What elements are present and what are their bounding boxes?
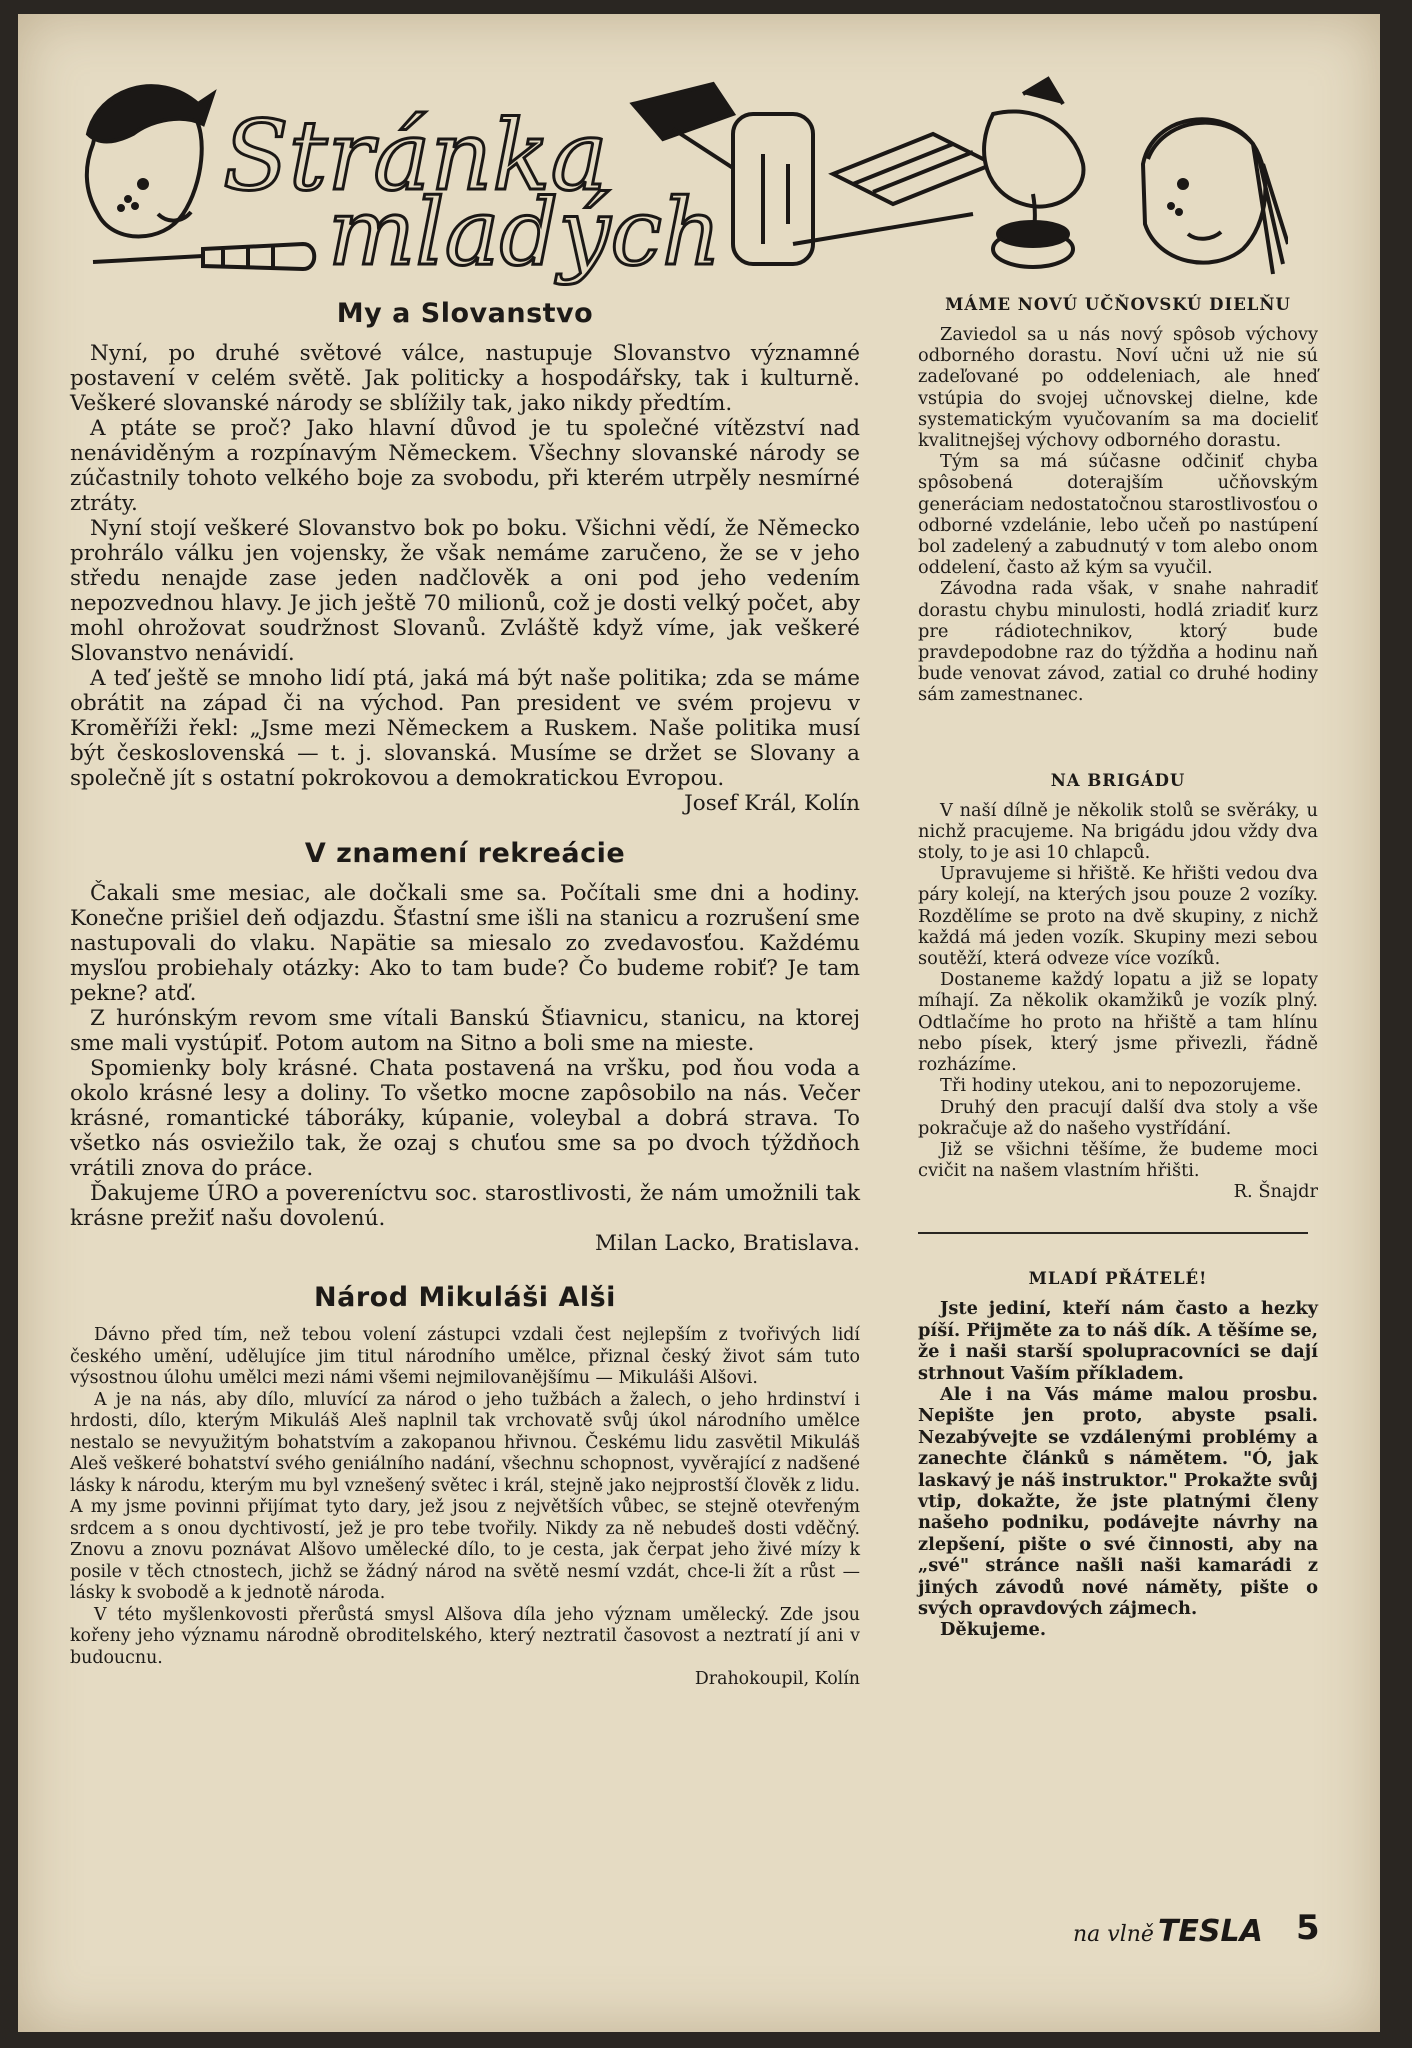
article-title: NA BRIGÁDU [1050,770,1186,790]
article-paragraph: Dostaneme každý lopatu a již se lopaty míhají. Za několik okamžiků je vozík plný. Odtlačíme ho proto na hřiště a tam hlínu nebo písek, který jsme přivezli, řádně rozházíme. [918,969,1318,1076]
article-paragraph: Spomienky boly krásné. Chata postavená na vršku, pod ňou voda a okolo krásné lesy a doliny. To všetko mocne zapôsobilo na nás. Večer krásné, romantické táboráky, kúpanie, voleybal a dobrá strava. To všetko nás osviežilo tak, že ozaj s chuťou sme sa po dvoch týždňoch vrátili znova do práce. [70,1056,860,1181]
article-paragraph: V této myšlenkovosti přerůstá smysl Alšova díla jeho význam umělecký. Zde jsou kořeny jeho významu národně obroditelského, který neztratil časovost a neztratí jí ani v budoucnu. [70,1604,860,1668]
article-paragraph: Děkujeme. [940,1619,1047,1641]
article-paragraph: Nyní, po druhé světové válce, nastupuje Slovanstvo významné postavení v celém světě. Jak politicky a hospodářsky, tak i kulturně. Veškeré slovanské národy se sblížily tak, jako nikdy předtím. [70,341,860,416]
article-paragraph: Zaviedol sa u nás nový spôsob výchovy odborného dorastu. Noví učni už nie sú zadeľované po oddeleniach, ale hneď vstúpia do svojej učnovskej dielne, kde systematickým vyučovaním sa ma docieliť kvalitnejšej výchovy odborného dorastu. [918,324,1318,452]
article-paragraph: Již se všichni těšíme, že budeme moci cvičit na našem vlastním hřišti. [918,1138,1318,1182]
article-paragraph: V naší dílně je několik stolů se svěráky, u nichž pracujeme. Na brigádu jdou vždy dva stoly, to je asi 10 chlapců. [918,799,1318,864]
article-na-brigadu [918,770,1318,1203]
page-number: 5 [1296,1908,1320,1948]
article-paragraph: Upravujeme si hřiště. Ke hřišti vedou dva páry kolejí, na kterých jsou pouze 2 vozíky. Rozdělíme se proto na dvě skupiny, z nichž každá má jeden vozík. Skupiny mezi sebou soutěží, která odveze více vozíků. [918,863,1318,970]
article-mladi-pratele [918,1268,1318,1641]
article-paragraph: Z hurónským revom sme vítali Banskú Šťiavnicu, stanicu, na ktorej sme mali vystúpiť. Potom autom na Sitno a boli sme na mieste. [70,1006,860,1056]
article-title: MLADÍ PŘÁTELÉ! [1028,1269,1208,1289]
column-divider [918,1232,1308,1234]
left-column [70,294,860,1690]
article-signature: Milan Lacko, Bratislava. [595,1231,860,1256]
banner-illustration [73,74,1288,289]
article-title: MÁME NOVÚ UČŇOVSKÚ DIELŇU [945,295,1291,314]
article-paragraph: Druhý den pracují další dva stoly a vše pokračuje až do našeho vystřídání. [918,1096,1318,1139]
article-narod-mikulasi-alsi [70,1282,860,1690]
article-paragraph: Ďakujeme ÚRO a povereníctvu soc. starostlivosti, že nám umožnili tak krásne prežiť našu dovolenú. [70,1181,860,1231]
article-mame-novu-ucnovsku-dielnu [918,294,1318,706]
article-my-a-slovanstvo [70,298,860,816]
banner-title-line1: Stránka [223,100,608,212]
article-title: My a Slovanstvo [336,298,594,329]
boy-face-drawing [87,86,213,236]
tesla-logo [1073,1914,1263,1949]
article-signature: R. Šnajdr [1233,1181,1318,1203]
girl-face-drawing [1143,119,1288,274]
article-title: Národ Mikuláši Alši [314,1282,616,1313]
article-paragraph: Tři hodiny utekou, ani to nepozorujeme. [940,1075,1302,1097]
logo-text: TESLA [1157,1914,1263,1949]
article-paragraph: Čakali sme mesiac, ale dočkali sme sa. Počítali sme dni a hodiny. Konečne prišiel deň odjazdu. Šťastní sme išli na stanicu a rozrušení sme nastupovali do vlaku. Napätie sa miesalo zo zvedavosťou. Každému mysľou probiehaly otázky: Ako to tam bude? Čo budeme robiť? Je tam pekne? atď. [70,881,860,1006]
article-paragraph: Nyní stojí veškeré Slovanstvo bok po boku. Všichni vědí, že Německo prohrálo válku jen vojensky, že však nemáme zaručeno, že se v jeho středu nenajde zase jeden nadčlověk a oni pod jeho vedením nepozvednou hlavy. Je jich ještě 70 milionů, což je dosti velký počet, aby mohl ohrožovat soudržnost Slovanů. Zvláště když víme, jak veškeré Slovanstvo nenávidí. [70,516,860,666]
article-paragraph: A teď ještě se mnoho lidí ptá, jaká má být naše politika; zda se máme obrátit na západ či na východ. Pan president ve svém projevu v Kroměříži řekl: „Jsme mezi Německem a Ruskem. Naše politika musí být československá — t. j. slovanská. Musíme se držet se Slovany a společně jít s ostatní pokrokovou a demokratickou Evropou. [70,666,860,791]
screwdriver-drawing [93,244,314,269]
article-paragraph: Jste jediní, kteří nám často a hezky píší. Přijměte za to náš dík. A těšíme se, že i naši starší spolupracovníci se dají strhnout Vaším příkladem. [918,1298,1318,1384]
article-paragraph: Ale i na Vás máme malou prosbu. Nepište jen proto, abyste psali. Nezabývejte se vzdálenými problémy a zanechte článků s námětem. "Ó, jak laskavý je náš instruktor." Prokažte svůj vtip, dokažte, že jste platnými členy našeho podniku, podávejte návrhy na zlepšení, pište o své činnosti, aby na „své" stránce našli naši kamarádi z jiných závodů nové náměty, pište o svých opravdových zájmech. [918,1383,1318,1619]
article-paragraph: Dávno před tím, než tebou volení zástupci vzdali čest nejlepším z tvořivých lidí českého umění, udělujíce jim titul národního umělce, přiznal český život sám tuto výsostnou úlohu umělci mezi námi všemi nejmilovanějšímu — Mikuláši Alšovi. [70,1325,860,1388]
article-signature: Josef Král, Kolín [684,791,860,816]
article-paragraph: Závodna rada však, v snahe nahradiť dorastu chybu minulosti, hodlá zriadiť kurz pre rádiotechnikov, ktorý bude pravdepodobne raz do týždňa a hodinu naň bude venovat závod, zatial co druhé hodiny sám zamestnanec. [918,578,1318,706]
article-title: V znamení rekreácie [304,838,626,869]
right-column [918,294,1318,1641]
banner-title-line2: mladých [328,179,722,286]
article-paragraph: A je na nás, aby dílo, mluvící za národ o jeho tužbách a žalech, o jeho hrdinství i hrdosti, dílo, kterým Mikuláš Aleš naplnil tak vrchovatě svůj úkol národního umělce nestalo se nevyužitým bohatstvím a zakopanou hřivnou. Českému lidu zasvětil Mikuláš Aleš veškeré bohatství svého geniálního nadání, všechnu schopnost, vyvěrající z nadšené lásky k národu, kterým mu byl vznešený světec i král, stejně jako nejprostší člověk z lidu. A my jsme povinni přijímat tyto dary, jež jsou z největších vůbec, se stejně otevřeným srdcem a s onou dychtivostí, jež je pro tebe tvořily. Nikdy za ně nebudeš dosti vděčný. Znovu a znovu poznávat Alšovo umělecké dílo, to je cesta, jak čerpat jeho živé mízy k posile v těch ctnostech, jichž se žádný národ na světě nesmí vzdát, chce-li žít a růst — lásky k svobodě a k jednotě národa. [70,1389,860,1603]
article-signature: Drahokoupil, Kolín [694,1669,860,1689]
article-v-znameni-rekreacie [70,838,860,1256]
newspaper-page [18,14,1380,2032]
article-paragraph: Tým sa má súčasne odčiniť chyba spôsobená doterajším učňovským generáciam nedostatočnou starostlivosťou o odborné vzdelánie, lebo učeň po nastúpení bol zadelený a zabudnutý v tom alebo onom oddelení, často až kým sa vyučil. [918,451,1318,579]
logo-prefix: na vlně [1073,1922,1154,1947]
article-paragraph: A ptáte se proč? Jako hlavní důvod je tu společné vítězství nad nenáviděným a rozpínavým Německem. Všechny slovanské národy se zúčastnily tohoto velkého boje za svobodu, při kterém utrpěly nesmírné ztráty. [70,416,860,516]
